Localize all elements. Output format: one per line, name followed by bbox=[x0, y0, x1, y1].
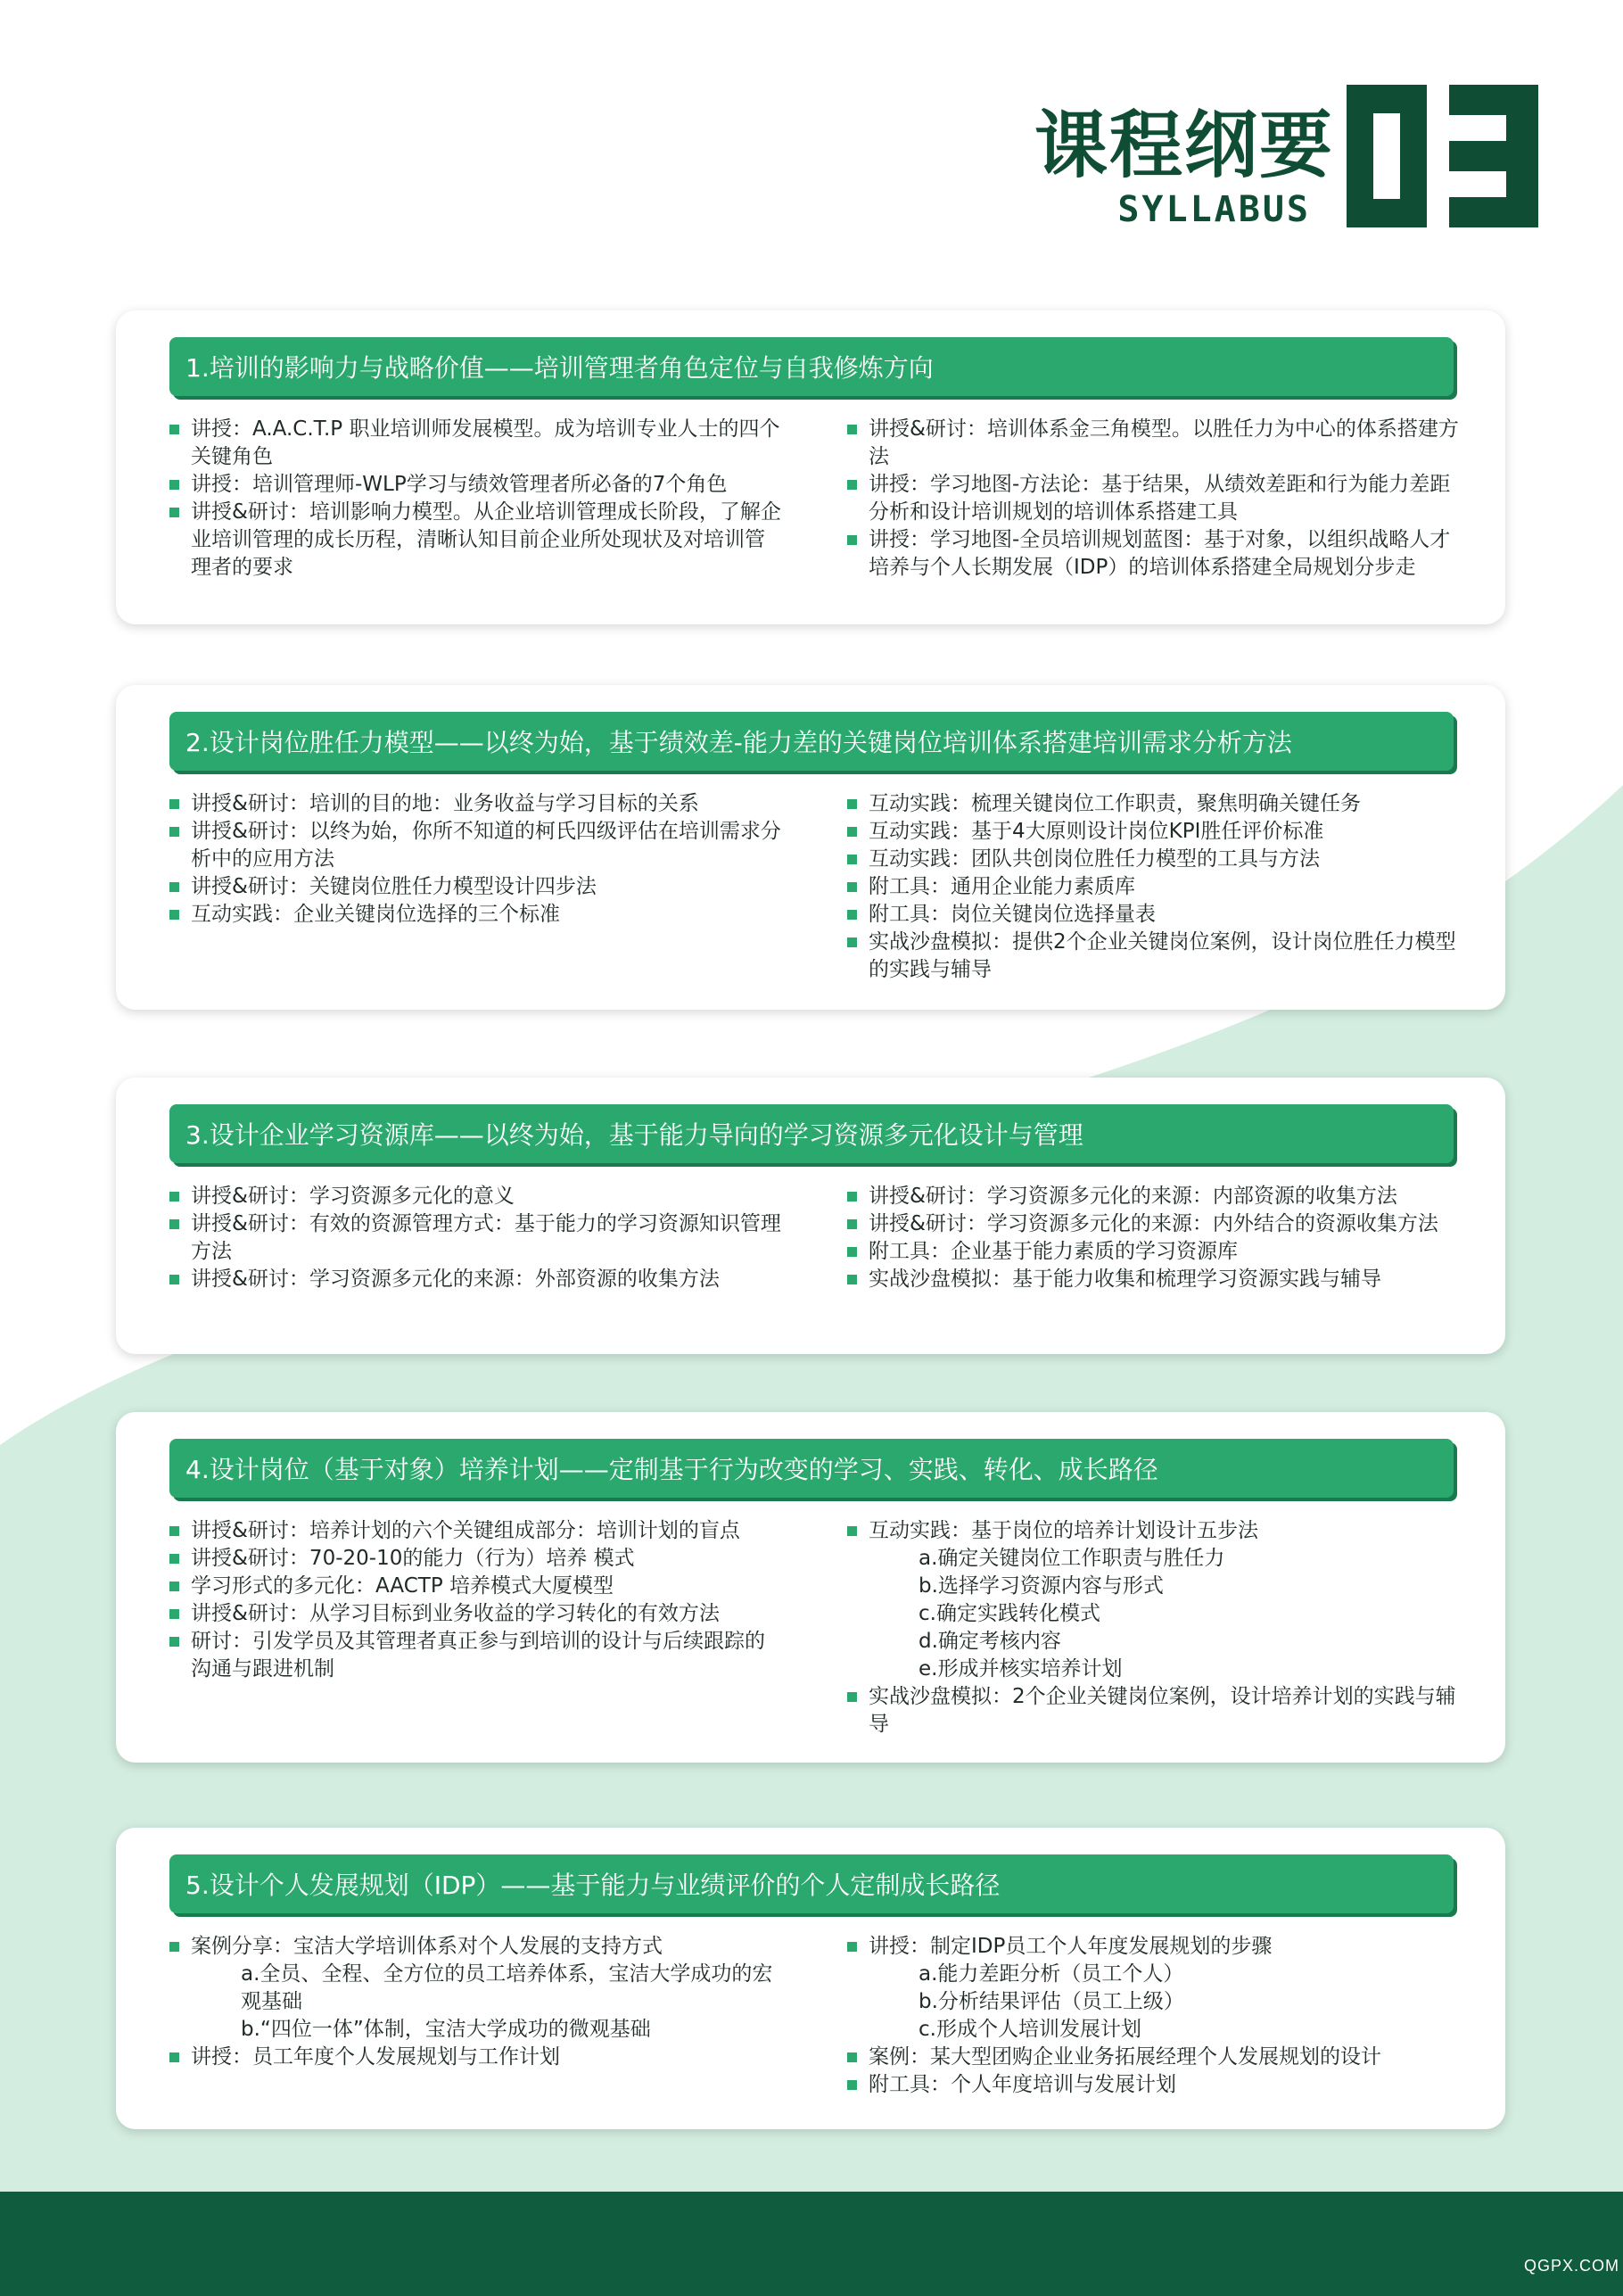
module-title: 3.设计企业学习资源库——以终为始，基于能力导向的学习资源多元化设计与管理 bbox=[185, 1120, 1083, 1150]
module-header bbox=[169, 1854, 1454, 1913]
bullet-text: 互动实践：企业关键岗位选择的三个标准 bbox=[191, 903, 560, 926]
square-bullet-icon bbox=[169, 827, 179, 837]
bullet-text: 附工具：个人年度培训与发展计划 bbox=[869, 2073, 1176, 2096]
bullet-text: 讲授&研讨：学习资源多元化的来源：内外结合的资源收集方法 bbox=[869, 1212, 1438, 1235]
bullet-text: 讲授：制定IDP员工个人年度发展规划的步骤 bbox=[869, 1935, 1273, 1958]
sub-item: c.确定实践转化模式 bbox=[919, 1602, 1100, 1625]
bullet-item bbox=[847, 1933, 1462, 1961]
square-bullet-icon bbox=[847, 882, 857, 892]
bullet-text: 实战沙盘模拟：基于能力收集和梳理学习资源实践与辅导 bbox=[869, 1268, 1381, 1291]
bullet-item bbox=[169, 1266, 785, 1293]
square-bullet-icon bbox=[169, 1582, 179, 1591]
section-number-text: 03 bbox=[1342, 85, 1344, 86]
module-right-column bbox=[847, 1183, 1462, 1293]
sub-item: e.形成并核实培养计划 bbox=[919, 1657, 1123, 1681]
bullet-item bbox=[169, 1573, 785, 1600]
bullet-text: 研讨：引发学员及其管理者真正参与到培训的设计与后续跟踪的沟通与跟进机制 bbox=[191, 1630, 765, 1681]
bullet-item bbox=[847, 526, 1462, 582]
square-bullet-icon bbox=[169, 1942, 179, 1952]
square-bullet-icon bbox=[169, 1192, 179, 1202]
bullet-item bbox=[169, 2044, 785, 2071]
bullet-text: 讲授&研讨：以终为始，你所不知道的柯氏四级评估在培训需求分析中的应用方法 bbox=[191, 820, 781, 871]
square-bullet-icon bbox=[847, 2052, 857, 2062]
bullet-item bbox=[169, 1183, 785, 1210]
bullet-text: 讲授&研讨：培训体系金三角模型。以胜任力为中心的体系搭建方法 bbox=[869, 417, 1459, 468]
module-header bbox=[169, 1439, 1454, 1498]
module-right-column bbox=[847, 790, 1462, 984]
bullet-text: 讲授&研讨：学习资源多元化的来源：外部资源的收集方法 bbox=[191, 1268, 720, 1291]
square-bullet-icon bbox=[847, 1275, 857, 1284]
sub-item: b.分析结果评估（员工上级） bbox=[919, 1990, 1184, 2013]
bullet-item bbox=[169, 1210, 785, 1266]
module-left-column bbox=[169, 1183, 785, 1293]
bullet-item bbox=[847, 901, 1462, 929]
bullet-item bbox=[169, 1545, 785, 1573]
sub-item: a.确定关键岗位工作职责与胜任力 bbox=[919, 1547, 1225, 1570]
square-bullet-icon bbox=[169, 882, 179, 892]
square-bullet-icon bbox=[169, 1609, 179, 1619]
bullet-item bbox=[847, 2071, 1462, 2099]
square-bullet-icon bbox=[169, 1526, 179, 1536]
sub-item: d.确定考核内容 bbox=[919, 1630, 1061, 1653]
bullet-text: 讲授&研讨：关键岗位胜任力模型设计四步法 bbox=[191, 875, 597, 898]
bullet-item bbox=[169, 416, 785, 471]
module-left-column bbox=[169, 1933, 785, 2071]
module-header bbox=[169, 712, 1454, 771]
bullet-item bbox=[847, 818, 1462, 846]
footer-watermark: QGPX.COM bbox=[1523, 2257, 1619, 2275]
square-bullet-icon bbox=[847, 1192, 857, 1202]
module-title: 1.培训的影响力与战略价值——培训管理者角色定位与自我修炼方向 bbox=[185, 353, 934, 383]
bullet-text: 附工具：岗位关键岗位选择量表 bbox=[869, 903, 1156, 926]
bullet-text: 实战沙盘模拟：提供2个企业关键岗位案例，设计岗位胜任力模型的实践与辅导 bbox=[869, 930, 1456, 981]
square-bullet-icon bbox=[847, 799, 857, 809]
sub-item: a.全员、全程、全方位的员工培养体系，宝洁大学成功的宏观基础 bbox=[241, 1962, 773, 2013]
page-title: 课程纲要 bbox=[1034, 103, 1335, 188]
bullet-text: 案例：某大型团购企业业务拓展经理个人发展规划的设计 bbox=[869, 2045, 1381, 2069]
sub-item: c.形成个人培训发展计划 bbox=[919, 2018, 1141, 2041]
bullet-item bbox=[847, 2044, 1462, 2071]
section-number-graphic bbox=[1342, 85, 1543, 227]
bullet-item bbox=[847, 416, 1462, 471]
bullet-text: 讲授：员工年度个人发展规划与工作计划 bbox=[191, 2045, 560, 2069]
bullet-text: 讲授：学习地图-方法论：基于结果，从绩效差距和行为能力差距分析和设计培训规划的培训体系搭建工具 bbox=[869, 473, 1451, 524]
square-bullet-icon bbox=[847, 425, 857, 434]
bullet-text: 讲授&研讨：学习资源多元化的意义 bbox=[191, 1185, 515, 1208]
module-title: 2.设计岗位胜任力模型——以终为始，基于绩效差-能力差的关键岗位培训体系搭建培训需求分析方法 bbox=[185, 728, 1292, 757]
bullet-item bbox=[847, 1266, 1462, 1293]
module-card-5 bbox=[116, 1828, 1505, 2129]
square-bullet-icon bbox=[847, 1247, 857, 1257]
square-bullet-icon bbox=[847, 827, 857, 837]
bullet-text: 讲授&研讨：学习资源多元化的来源：内部资源的收集方法 bbox=[869, 1185, 1397, 1208]
module-right-column bbox=[847, 1933, 1462, 2099]
module-card-1 bbox=[116, 310, 1505, 624]
square-bullet-icon bbox=[847, 1692, 857, 1702]
bullet-text: 讲授：培训管理师-WLP学习与绩效管理者所必备的7个角色 bbox=[191, 473, 728, 496]
bullet-item bbox=[847, 1183, 1462, 1210]
module-left-column bbox=[169, 1517, 785, 1683]
bullet-item bbox=[169, 790, 785, 818]
square-bullet-icon bbox=[169, 1637, 179, 1647]
bullet-text: 互动实践：团队共创岗位胜任力模型的工具与方法 bbox=[869, 847, 1320, 871]
bullet-item bbox=[847, 846, 1462, 873]
bullet-text: 案例分享：宝洁大学培训体系对个人发展的支持方式 bbox=[191, 1935, 663, 1958]
square-bullet-icon bbox=[169, 910, 179, 920]
module-left-column bbox=[169, 790, 785, 929]
bullet-text: 互动实践：基于岗位的培养计划设计五步法 bbox=[869, 1519, 1258, 1542]
module-card-4 bbox=[116, 1412, 1505, 1763]
square-bullet-icon bbox=[847, 910, 857, 920]
bullet-item bbox=[847, 790, 1462, 818]
module-header bbox=[169, 1104, 1454, 1163]
square-bullet-icon bbox=[169, 1554, 179, 1564]
bullet-text: 实战沙盘模拟：2个企业关键岗位案例，设计培养计划的实践与辅导 bbox=[869, 1685, 1456, 1736]
bullet-item bbox=[169, 1517, 785, 1545]
square-bullet-icon bbox=[847, 480, 857, 490]
module-right-column bbox=[847, 1517, 1462, 1739]
square-bullet-icon bbox=[847, 937, 857, 947]
module-title: 5.设计个人发展规划（IDP）——基于能力与业绩评价的个人定制成长路径 bbox=[185, 1871, 1001, 1900]
square-bullet-icon bbox=[169, 1219, 179, 1229]
bullet-text: 附工具：企业基于能力素质的学习资源库 bbox=[869, 1240, 1238, 1263]
module-right-column bbox=[847, 416, 1462, 582]
page-subtitle: SYLLABUS bbox=[1117, 189, 1311, 230]
module-left-column bbox=[169, 416, 785, 582]
square-bullet-icon bbox=[169, 799, 179, 809]
square-bullet-icon bbox=[169, 480, 179, 490]
bullet-item bbox=[169, 499, 785, 582]
bullet-item bbox=[169, 1933, 785, 1961]
square-bullet-icon bbox=[847, 855, 857, 864]
bullet-item bbox=[169, 873, 785, 901]
module-title: 4.设计岗位（基于对象）培养计划——定制基于行为改变的学习、实践、转化、成长路径 bbox=[185, 1455, 1158, 1484]
square-bullet-icon bbox=[847, 2080, 857, 2090]
bullet-item bbox=[847, 1238, 1462, 1266]
bullet-text: 讲授&研讨：培训的目的地：业务收益与学习目标的关系 bbox=[191, 792, 699, 815]
bullet-item bbox=[169, 818, 785, 873]
bullet-text: 学习形式的多元化：AACTP 培养模式大厦模型 bbox=[191, 1574, 614, 1598]
module-card-2 bbox=[116, 685, 1505, 1010]
square-bullet-icon bbox=[169, 425, 179, 434]
bullet-item bbox=[169, 1628, 785, 1683]
sub-item: b.“四位一体”体制，宝洁大学成功的微观基础 bbox=[241, 2018, 651, 2041]
bullet-item bbox=[847, 1683, 1462, 1739]
square-bullet-icon bbox=[847, 1219, 857, 1229]
bullet-item bbox=[847, 873, 1462, 901]
bullet-text: 讲授&研讨：70-20-10的能力（行为）培养 模式 bbox=[191, 1547, 635, 1570]
bullet-item bbox=[847, 929, 1462, 984]
bullet-text: 讲授：学习地图-全员培训规划蓝图：基于对象，以组织战略人才培养与个人长期发展（IDP）的培训体系搭建全局规划分步走 bbox=[869, 528, 1451, 579]
footer-band bbox=[0, 2192, 1623, 2296]
bullet-item bbox=[847, 1210, 1462, 1238]
bullet-text: 讲授&研讨：有效的资源管理方式：基于能力的学习资源知识管理方法 bbox=[191, 1212, 781, 1263]
module-header bbox=[169, 337, 1454, 396]
square-bullet-icon bbox=[847, 535, 857, 545]
bullet-item bbox=[847, 471, 1462, 526]
square-bullet-icon bbox=[847, 1942, 857, 1952]
square-bullet-icon bbox=[169, 1275, 179, 1284]
sub-item: b.选择学习资源内容与形式 bbox=[919, 1574, 1164, 1598]
square-bullet-icon bbox=[169, 2052, 179, 2062]
module-card-3 bbox=[116, 1078, 1505, 1354]
bullet-item bbox=[169, 901, 785, 929]
square-bullet-icon bbox=[847, 1526, 857, 1536]
bullet-text: 讲授：A.A.C.T.P 职业培训师发展模型。成为培训专业人士的四个关键角色 bbox=[191, 417, 780, 468]
square-bullet-icon bbox=[169, 508, 179, 517]
bullet-item bbox=[169, 1600, 785, 1628]
bullet-text: 附工具：通用企业能力素质库 bbox=[869, 875, 1135, 898]
bullet-text: 讲授&研讨：从学习目标到业务收益的学习转化的有效方法 bbox=[191, 1602, 720, 1625]
bullet-item bbox=[169, 471, 785, 499]
bullet-text: 互动实践：梳理关键岗位工作职责，聚焦明确关键任务 bbox=[869, 792, 1361, 815]
bullet-item bbox=[847, 1517, 1462, 1545]
bullet-text: 互动实践：基于4大原则设计岗位KPI胜任评价标准 bbox=[869, 820, 1324, 843]
bullet-text: 讲授&研讨：培训影响力模型。从企业培训管理成长阶段，了解企业培训管理的成长历程，清晰认知目前企业所处现状及对培训管理者的要求 bbox=[191, 500, 781, 579]
sub-item: a.能力差距分析（员工个人） bbox=[919, 1962, 1184, 1986]
bullet-text: 讲授&研讨：培养计划的六个关键组成部分：培训计划的盲点 bbox=[191, 1519, 740, 1542]
